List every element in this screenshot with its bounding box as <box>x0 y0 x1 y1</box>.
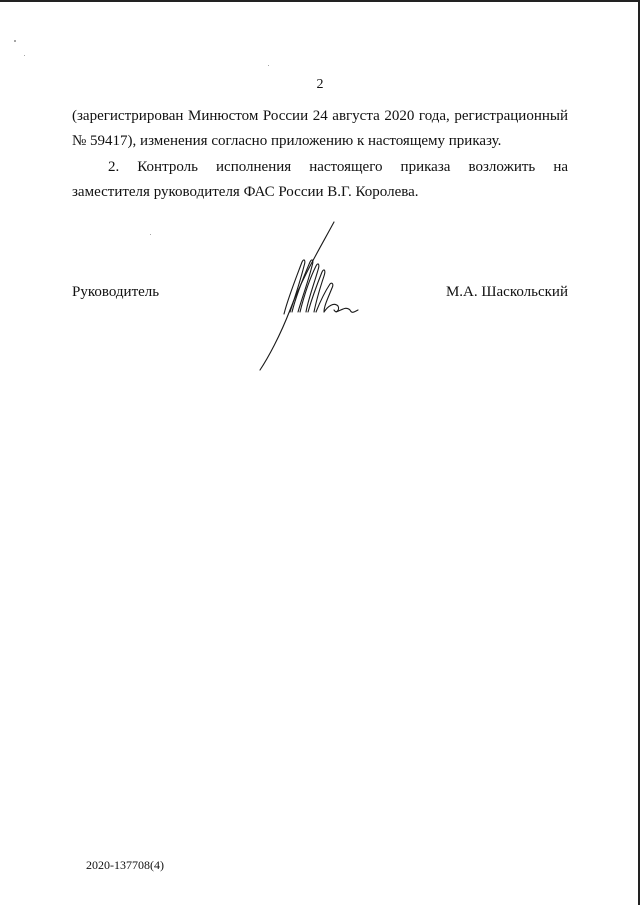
page-number: 2 <box>316 77 324 92</box>
text-line: № 59417), изменения согласно приложению к настоящему приказу. <box>72 133 502 149</box>
scan-speck <box>268 65 269 66</box>
handwritten-signature-icon <box>250 218 370 378</box>
page-edge-top <box>0 0 640 2</box>
signatory-title: Руководитель <box>72 284 160 300</box>
scan-speck <box>14 40 16 42</box>
text-line: (зарегистрирован Минюстом России 24 августа 2020 года, регистрационный <box>72 108 568 124</box>
text-line: заместителя руководителя ФАС России В.Г. Королева. <box>72 184 419 200</box>
paragraph-registration <box>72 104 568 154</box>
paragraph-control <box>72 155 568 205</box>
text-line: 2. Контроль исполнения настоящего приказа возложить на <box>108 159 568 175</box>
scan-speck <box>24 55 25 56</box>
scan-speck <box>150 234 151 235</box>
signatory-name: М.А. Шаскольский <box>445 284 568 300</box>
document-code: 2020-137708(4) <box>86 858 164 872</box>
